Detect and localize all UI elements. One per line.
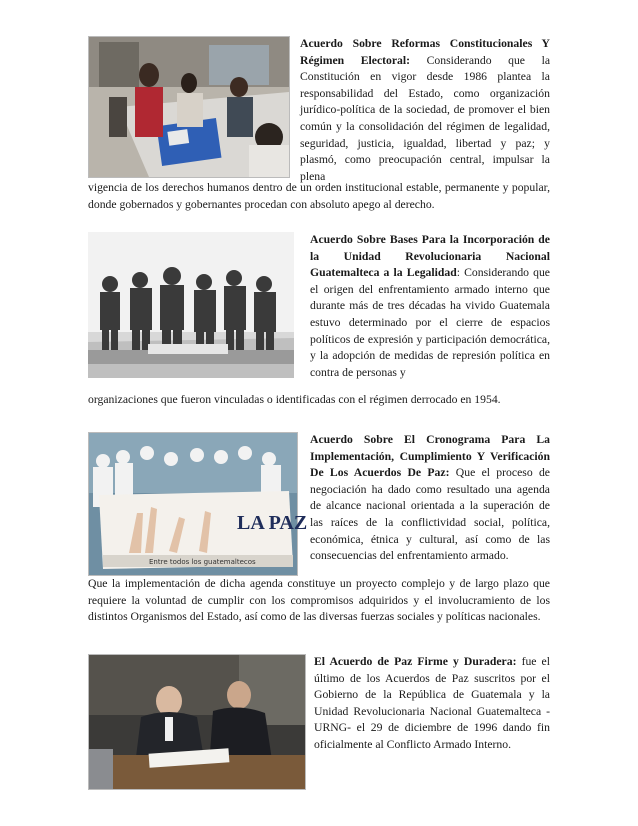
section-continuation: organizaciones que fueron vinculadas o identificadas con el régimen derrocado en 1954.	[88, 393, 501, 406]
section-side-text: Acuerdo Sobre Bases Para la Incorporación de la Unidad Revolucionaria Nacional Guatemalteca a la Legalidad: Considerando que el origen del enfrentamiento armado interno que durante más de tres décadas ha vivido Guatemala estuvo determinado por el cierre de espacios políticos de expresión y participación democrática, y la adopción de medidas de represión política en contra de personas y	[310, 233, 550, 379]
section-continuation: Que la implementación de dicha agenda constituye un proyecto complejo y de largo plazo que requiere la voluntad de cumplir con los compromisos adquiridos y el involucramiento de los distintos Organismos del Estado, así como de las diversas fuerzas sociales y políticas nacionales.	[88, 577, 550, 624]
section-title: El Acuerdo de Paz Firme y Duradera:	[314, 655, 517, 668]
section-title: Acuerdo Sobre El Cronograma Para La Implementación, Cumplimiento Y Verificación De Los Acuerdos De Paz:	[310, 433, 550, 480]
banner-text: LA PAZ	[237, 512, 308, 534]
signing-photo	[88, 654, 306, 790]
peace-march-photo	[88, 432, 308, 576]
section-title: Acuerdo Sobre Reformas Constitucionales Y Régimen Electoral:	[300, 37, 550, 67]
section-side-text: El Acuerdo de Paz Firme y Duradera: fue el último de los Acuerdos de Paz suscritos por el Gobierno de la República de Guatemala y la Unidad Revolucionaria Nacional Guatemalteca -URNG- el 29 de diciembre de 1996 dando fin oficialmente al Conflicto Armado Interno.	[314, 655, 550, 751]
section-side-text: Acuerdo Sobre El Cronograma Para La Implementación, Cumplimiento Y Verificación De Los Acuerdos De Paz: Que el proceso de negociación ha dado como resultado una agenda de alcance nacional orientada a la superación de las raíces de la conflictividad social, política, económica, étnica y cultural, así como de las consecuencias del enfrentamiento armado.	[310, 433, 550, 563]
voting-photo	[88, 36, 290, 178]
banner-caption: Entre todos los guatemaltecos	[149, 558, 256, 566]
section-side-text: Acuerdo Sobre Reformas Constitucionales Y Régimen Electoral: Considerando que la Constitución en vigor desde 1986 plantea la responsabilidad del Estado, como organización jurídico-política de la sociedad, de promover el bien común y la consolidación del régimen de legalidad, seguridad, justicia, igualdad, libertad y paz; y plasmó, como preocupación central, impulsar la plena	[300, 37, 551, 183]
guerrilla-photo	[88, 232, 294, 378]
section-continuation: vigencia de los derechos humanos dentro de un orden institucional estable, permanente y popular, donde gobernados y gobernantes procedan con absoluto apego al derecho.	[88, 181, 550, 211]
section-title: Acuerdo Sobre Bases Para la Incorporación de la Unidad Revolucionaria Nacional Guatemalteca a la Legalidad	[310, 233, 550, 280]
